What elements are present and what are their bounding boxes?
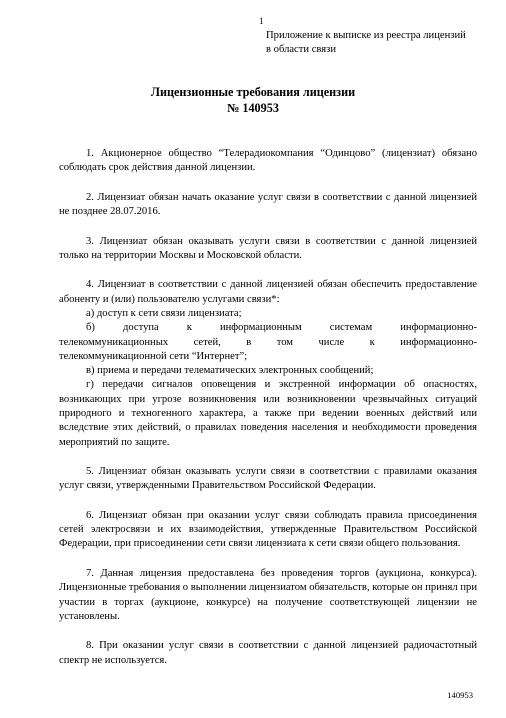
requirement-4-intro: 4. Лицензиат в соответствии с данной лицензией обязан обеспечить предоставление абоненту и (или) пользователю услугами связи*: — [59, 279, 477, 305]
requirement-5: 5. Лицензиат обязан оказывать услуги связи в соответствии с правилами оказания услуг связи, утвержденными Правительством Российской Федерации. — [59, 466, 477, 492]
requirement-4-item-d: г) передачи сигналов оповещения и экстренной информации об опасностях, возникающих при угрозе возникновения или возникновении чрезвычайных ситуаций природного и техногенного характера, а также при ведении военных действий или вследствие этих действий, о правилах поведения населения и необходимости проведения мероприятий по защите. — [59, 379, 477, 448]
requirement-8: 8. При оказании услуг связи в соответствии с данной лицензией радиочастотный спектр не используется. — [59, 640, 477, 666]
license-number: № 140953 — [227, 101, 279, 115]
requirement-7: 7. Данная лицензия предоставлена без проведения торгов (аукциона, конкурса). Лицензионные требования о выполнении лицензиатом обязательств, которые он принял при участии в торгах (аукционе, конкурсе) на получение соответствующей лицензии не установлены. — [59, 567, 477, 622]
requirement-4 — [59, 278, 477, 450]
requirement-4-item-b-line-1: б) доступа к информационным системам информационно- — [86, 322, 477, 334]
document-title: Лицензионные требования лицензии — [150, 85, 356, 99]
requirement-3: 3. Лицензиат обязан оказывать услуги связи в соответствии с данной лицензией только на территории Москвы и Московской области. — [59, 235, 477, 261]
document-body — [59, 147, 477, 683]
footer-license-number: 140953 — [447, 690, 473, 700]
requirement-4-item-c: в) приема и передачи телематических электронных сообщений; — [86, 365, 374, 377]
requirement-4-item-a: а) доступ к сети связи лицензиата; — [86, 307, 242, 319]
appendix-line-1: Приложение к выписке из реестра лицензий — [266, 30, 466, 41]
requirement-1: 1. Акционерное общество “Телерадиокомпания “Одинцово” (лицензиат) обязано соблюдать срок действия данной лицензии. — [59, 148, 477, 174]
requirement-4-item-b-line-2: телекоммуникационных сетей, в том числе к информационно- — [59, 336, 477, 348]
page-number: 1 — [259, 16, 264, 26]
requirement-2: 2. Лицензиат обязан начать оказание услуг связи в соответствии с данной лицензией не позднее 28.07.2016. — [59, 191, 477, 218]
requirement-6: 6. Лицензиат обязан при оказании услуг связи соблюдать правила присоединения сетей электросвязи и их взаимодействия, утвержденные Правительством Российской Федерации, при присоединении сети связи лицензиата к сети связи общего пользования. — [59, 509, 477, 550]
appendix-line-2: в области связи — [266, 44, 337, 55]
appendix-header — [266, 29, 502, 57]
requirement-4-item-b-line-3: телекоммуникационной сети “Интернет”; — [59, 350, 248, 362]
